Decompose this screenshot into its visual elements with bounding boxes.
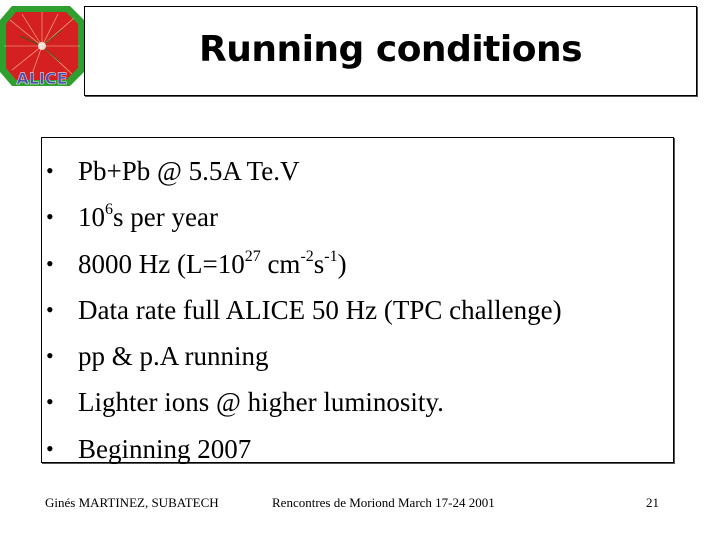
bullet-item: • $10^6s$ per year	[42, 194, 673, 240]
page-number: 21	[646, 495, 659, 510]
bullet-item: • pp & p.A running	[42, 333, 673, 379]
logo-text: ALICE	[16, 69, 68, 88]
bullet-item: • Beginning 2007	[42, 426, 673, 472]
alice-logo	[0, 0, 86, 88]
bullet-dot: •	[46, 296, 54, 322]
bullet-dot: •	[46, 435, 54, 461]
bullet-dot: •	[46, 389, 54, 415]
bullet-item: • Lighter ions @ higher luminosity.	[42, 379, 673, 425]
bullet-item: • 8000 Hz ($L=10^{27}$ $cm^{-2}s^{-1}$)	[42, 241, 673, 287]
bullet-item: • Data rate full ALICE 50 Hz (TPC challenge)	[42, 287, 673, 333]
bullet-list	[42, 148, 673, 472]
footer-conference: Rencontres de Moriond March 17-24 2001	[272, 495, 495, 510]
footer-author: Ginés MARTINEZ, SUBATECH	[45, 495, 219, 510]
bullet-dot: •	[46, 158, 54, 183]
bullet-dot: •	[46, 250, 54, 276]
content-box	[41, 137, 674, 463]
bullet-item: • Pb+Pb @ 5.5A Te.V	[42, 148, 673, 194]
slide-title: Running conditions	[198, 29, 583, 70]
bullet-dot: •	[46, 343, 54, 369]
bullet-dot: •	[46, 204, 54, 230]
title-box	[84, 6, 697, 96]
